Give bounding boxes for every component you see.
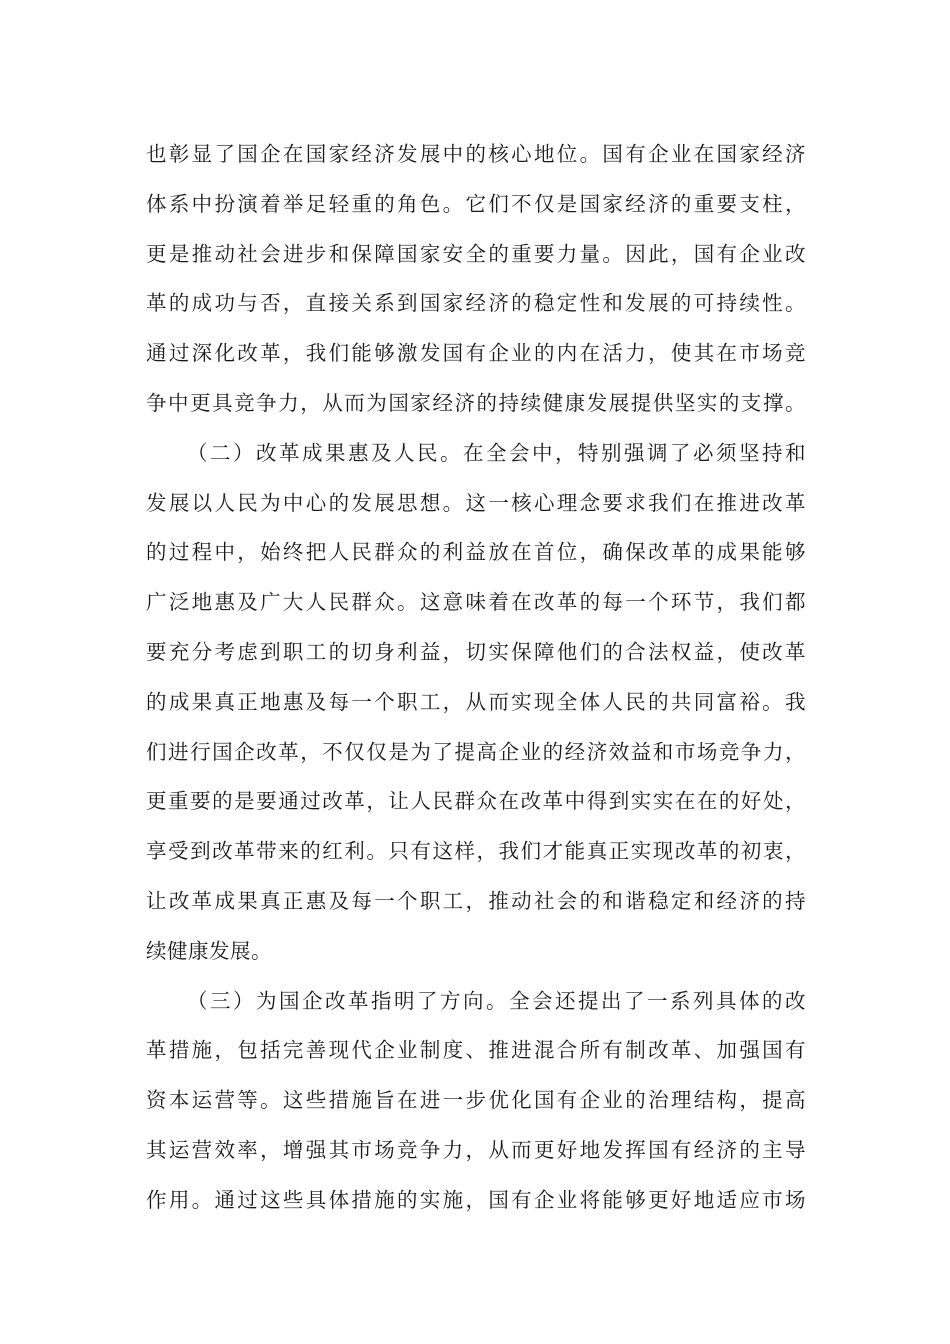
text-line: 更重要的是要通过改革，让人民群众在改革中得到实实在在的好处， (146, 789, 806, 814)
text-line: 的过程中，始终把人民群众的利益放在首位，确保改革的成果能够 (146, 540, 806, 565)
section-heading-3: （三）为国企改革指明了方向。全会还提出了一系列具体的改 (187, 988, 806, 1013)
body-text (146, 130, 806, 1226)
section-heading-2: （二）改革成果惠及人民。在全会中，特别强调了必须坚持和 (187, 440, 806, 465)
text-line: 作用。通过这些具体措施的实施，国有企业将能够更好地适应市场 (146, 1187, 806, 1212)
text-line: 通过深化改革，我们能够激发国有企业的内在活力，使其在市场竞 (146, 341, 806, 366)
text-line: 革措施，包括完善现代企业制度、推进混合所有制改革、加强国有 (146, 1038, 806, 1063)
text-line: 享受到改革带来的红利。只有这样，我们才能真正实现改革的初衷， (146, 839, 806, 864)
text-line: 续健康发展。 (146, 938, 272, 963)
text-line: 革的成功与否，直接关系到国家经济的稳定性和发展的可持续性。 (146, 291, 806, 316)
text-line: 资本运营等。这些措施旨在进一步优化国有企业的治理结构，提高 (146, 1088, 806, 1113)
text-line: 广泛地惠及广大人民群众。这意味着在改革的每一个环节，我们都 (146, 590, 806, 615)
text-line: 体系中扮演着举足轻重的角色。它们不仅是国家经济的重要支柱， (146, 191, 806, 216)
text-line: 也彰显了国企在国家经济发展中的核心地位。国有企业在国家经济 (146, 142, 806, 166)
text-line: 发展以人民为中心的发展思想。这一核心理念要求我们在推进改革 (146, 490, 806, 515)
text-line: 们进行国企改革，不仅仅是为了提高企业的经济效益和市场竞争力， (146, 739, 806, 764)
text-line: 的成果真正地惠及每一个职工，从而实现全体人民的共同富裕。我 (146, 689, 806, 714)
text-line: 争中更具竞争力，从而为国家经济的持续健康发展提供坚实的支撑。 (146, 390, 806, 415)
text-line: 让改革成果真正惠及每一个职工，推动社会的和谐稳定和经济的持 (146, 888, 806, 913)
text-line: 要充分考虑到职工的切身利益，切实保障他们的合法权益，使改革 (146, 639, 806, 664)
text-line: 更是推动社会进步和保障国家安全的重要力量。因此，国有企业改 (146, 241, 806, 266)
text-line: 其运营效率，增强其市场竞争力，从而更好地发挥国有经济的主导 (146, 1137, 806, 1162)
